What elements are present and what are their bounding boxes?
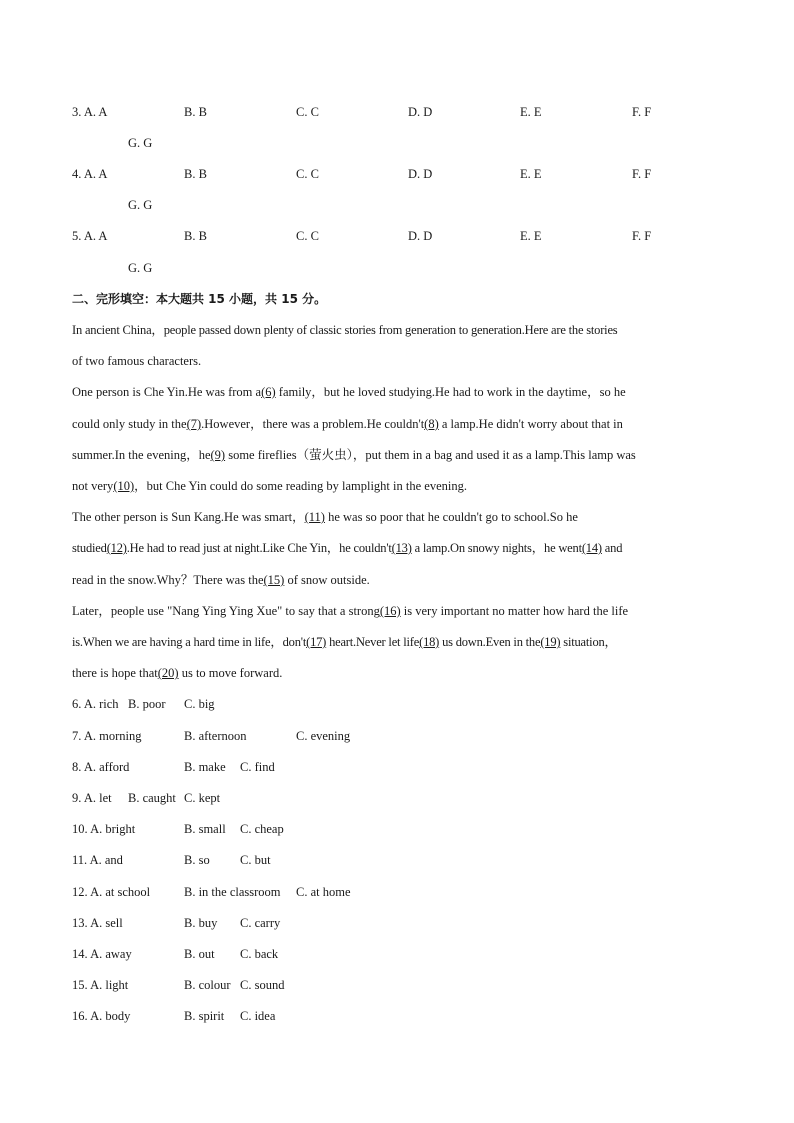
question-option-b: B. afternoon: [184, 729, 247, 743]
question-option-a: 16. A. body: [72, 1009, 131, 1023]
question-option-c: C. cheap: [240, 822, 284, 836]
question-option-c: C. but: [240, 853, 271, 867]
question-option-a: 12. A. at school: [72, 885, 151, 899]
passage-line: of two famous characters.: [72, 354, 202, 368]
option-label: F. F: [632, 105, 652, 119]
blank-18: (18): [419, 635, 440, 649]
blank-11: (11): [304, 510, 325, 524]
blank-20: (20): [157, 666, 179, 680]
blank-7: (7): [186, 417, 202, 431]
question-option-b: B. spirit: [184, 1009, 225, 1023]
option-label: D. D: [408, 105, 433, 119]
option-label: E. E: [520, 229, 542, 243]
passage-line: is.When we are having a hard time in life，don't(17) heart.Never let life(18) us down.Even in the(19) situation，: [72, 635, 617, 649]
blank-10: (10): [113, 479, 135, 493]
option-label: 3. A. A: [72, 105, 108, 119]
question-option-a: 8. A. afford: [72, 760, 130, 774]
option-label: D. D: [408, 167, 433, 181]
blank-16: (16): [379, 604, 401, 618]
question-option-c: C. find: [240, 760, 275, 774]
option-label: B. B: [184, 167, 207, 181]
blank-14: (14): [581, 541, 602, 555]
passage-line: summer.In the evening，he(9) some fireflies（萤火虫），put them in a bag and used it as a lamp.This lamp was: [72, 448, 636, 462]
question-option-a: 10. A. bright: [72, 822, 136, 836]
question-option-a: 9. A. let: [72, 791, 112, 805]
question-option-c: C. evening: [296, 729, 351, 743]
option-label: 5. A. A: [72, 229, 108, 243]
question-option-b: B. poor: [128, 697, 166, 711]
question-option-b: B. so: [184, 853, 210, 867]
question-option-a: 7. A. morning: [72, 729, 142, 743]
blank-9: (9): [210, 448, 226, 462]
question-option-b: B. out: [184, 947, 215, 961]
option-label: C. C: [296, 167, 319, 181]
question-option-c: C. big: [184, 697, 215, 711]
blank-15: (15): [263, 573, 285, 587]
option-label: C. C: [296, 105, 319, 119]
passage-line: Later，people use "Nang Ying Ying Xue" to say that a strong(16) is very important no matter how hard the life: [72, 604, 629, 618]
blank-6: (6): [261, 385, 276, 399]
option-label: 4. A. A: [72, 167, 108, 181]
section-heading: 二、完形填空：本大题共 15 小题，共 15 分。: [72, 292, 327, 306]
question-option-b: B. in the classroom: [184, 885, 281, 899]
question-option-c: C. carry: [240, 916, 281, 930]
option-label: E. E: [520, 105, 542, 119]
question-option-c: C. at home: [296, 885, 351, 899]
blank-12: (12): [106, 541, 127, 555]
option-label: C. C: [296, 229, 319, 243]
option-label: D. D: [408, 229, 433, 243]
option-label: B. B: [184, 229, 207, 243]
blank-17: (17): [306, 635, 327, 649]
question-option-b: B. buy: [184, 916, 218, 930]
question-option-a: 6. A. rich: [72, 697, 119, 711]
blank-8: (8): [424, 417, 439, 431]
option-label: G. G: [128, 136, 153, 150]
question-option-a: 13. A. sell: [72, 916, 123, 930]
passage-line: One person is Che Yin.He was from a(6) family，but he loved studying.He had to work in the daytime，so he: [72, 385, 626, 399]
passage-line: read in the snow.Why？There was the(15) of snow outside.: [72, 573, 370, 587]
question-option-c: C. kept: [184, 791, 221, 805]
option-label: F. F: [632, 229, 652, 243]
passage-line: The other person is Sun Kang.He was smart，(11) he was so poor that he couldn't go to school.So he: [72, 510, 578, 524]
option-label: B. B: [184, 105, 207, 119]
question-option-b: B. caught: [128, 791, 176, 805]
passage-line: could only study in the(7).However，there was a problem.He couldn't(8) a lamp.He didn't worry about that in: [72, 417, 623, 431]
question-option-c: C. back: [240, 947, 279, 961]
question-option-a: 11. A. and: [72, 853, 123, 867]
question-option-b: B. small: [184, 822, 226, 836]
option-label: G. G: [128, 198, 153, 212]
blank-19: (19): [540, 635, 561, 649]
option-label: E. E: [520, 167, 542, 181]
passage-line: there is hope that(20) us to move forward.: [72, 666, 283, 680]
question-option-a: 14. A. away: [72, 947, 132, 961]
question-option-b: B. make: [184, 760, 226, 774]
option-label: F. F: [632, 167, 652, 181]
blank-13: (13): [391, 541, 412, 555]
passage-line: not very(10)，but Che Yin could do some reading by lamplight in the evening.: [72, 479, 467, 493]
option-label: G. G: [128, 261, 153, 275]
passage-line: In ancient China，people passed down plenty of classic stories from generation to generation.Here are the stories: [72, 323, 618, 337]
passage-line: studied(12).He had to read just at night.Like Che Yin，he couldn't(13) a lamp.On snowy nights，he went(14) and: [72, 541, 623, 555]
question-option-a: 15. A. light: [72, 978, 129, 992]
question-option-c: C. idea: [240, 1009, 276, 1023]
question-option-b: B. colour: [184, 978, 231, 992]
question-option-c: C. sound: [240, 978, 285, 992]
